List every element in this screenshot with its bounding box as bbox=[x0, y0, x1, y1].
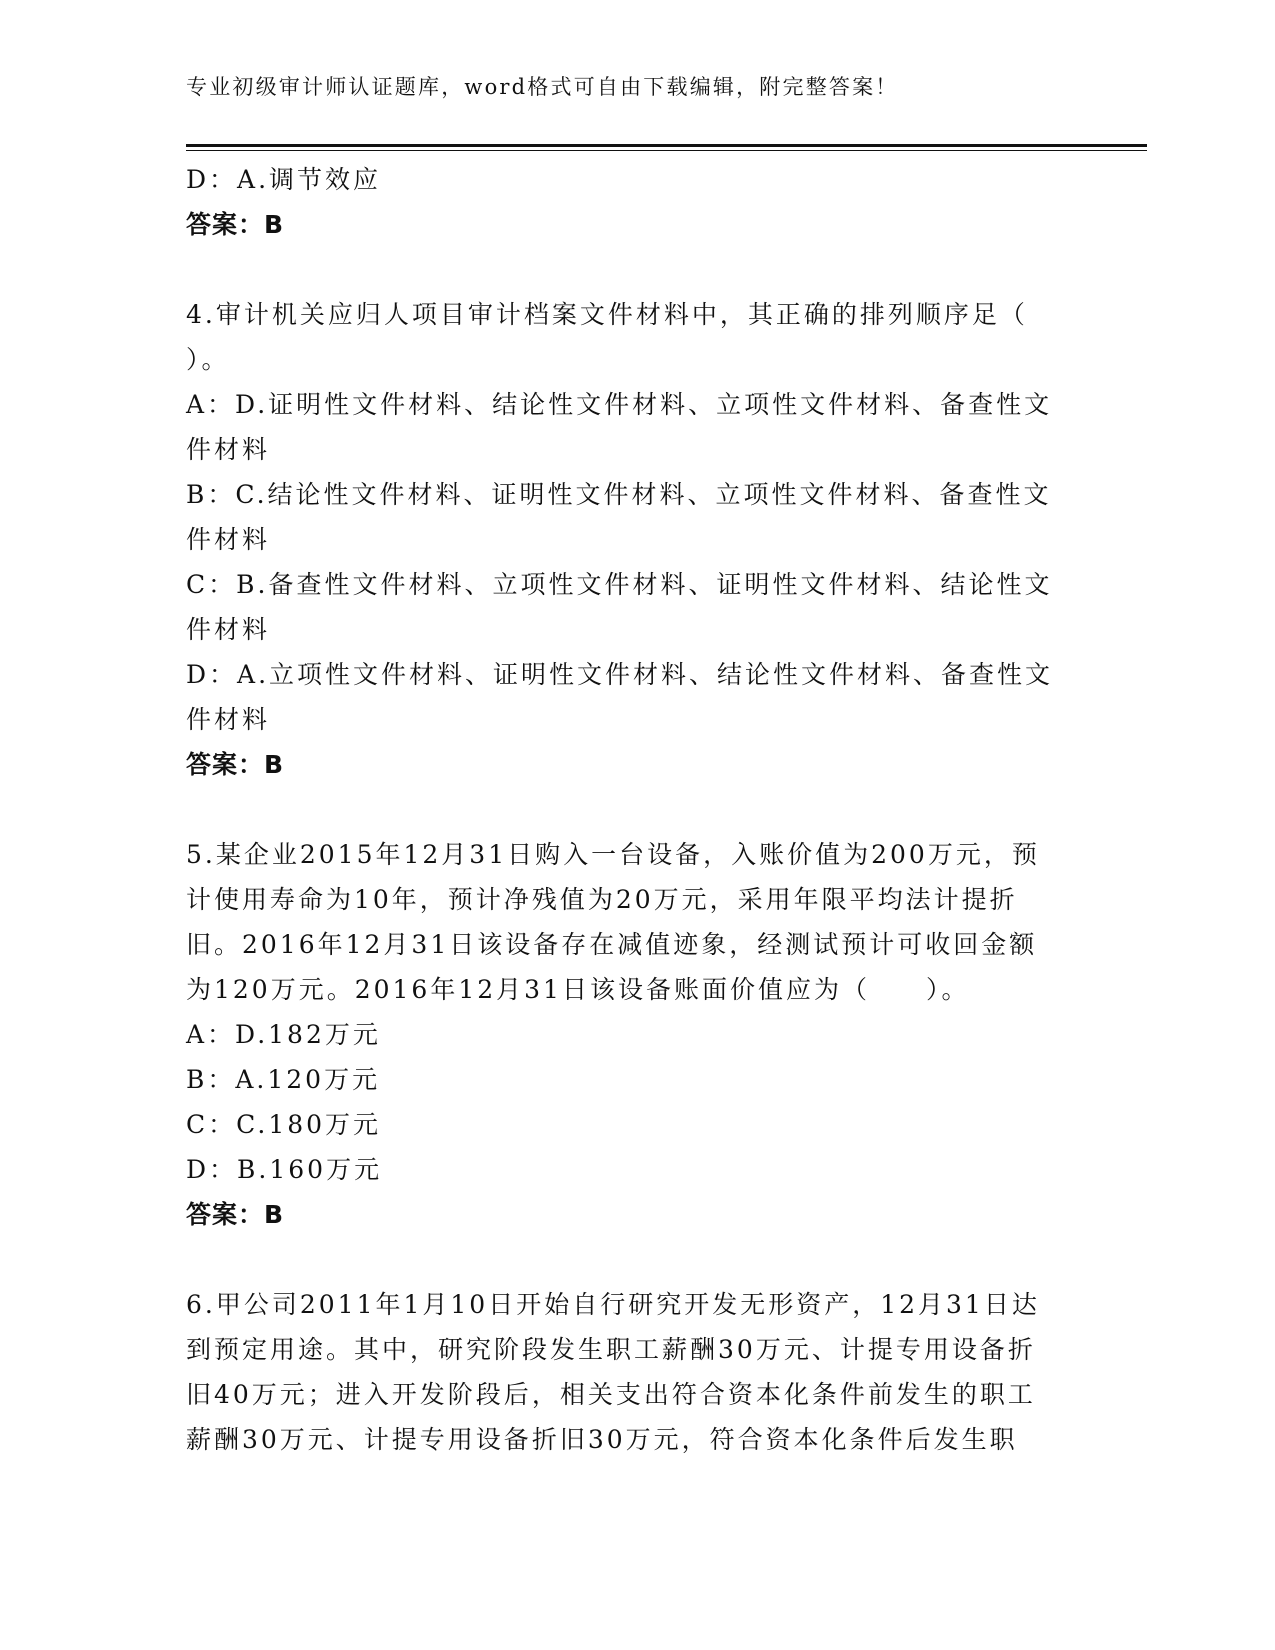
q6-stem-line: 薪酬30万元、计提专用设备折旧30万元，符合资本化条件后发生职 bbox=[186, 1425, 1018, 1454]
q4-option-c: C：B.备查性文件材料、立项性文件材料、证明性文件材料、结论性文 bbox=[186, 570, 1053, 599]
question-6 bbox=[186, 1282, 1066, 1462]
q4-option-d-cont: 件材料 bbox=[186, 705, 271, 734]
spacer bbox=[186, 247, 1066, 292]
q5-stem-line: 旧。2016年12月31日该设备存在减值迹象，经测试预计可收回金额 bbox=[186, 930, 1038, 959]
question-4 bbox=[186, 292, 1066, 787]
q5-option-d: D：B.160万元 bbox=[186, 1155, 383, 1184]
spacer bbox=[186, 787, 1066, 832]
q5-option-b: B：A.120万元 bbox=[186, 1065, 381, 1094]
q5-option-a: A：D.182万元 bbox=[186, 1020, 381, 1049]
spacer bbox=[186, 1237, 1066, 1282]
q5-stem-line: 计使用寿命为10年，预计净残值为20万元，采用年限平均法计提折 bbox=[186, 885, 1018, 914]
q5-stem-line: 为120万元。2016年12月31日该设备账面价值应为（ ）。 bbox=[186, 975, 970, 1004]
q4-option-d: D：A.立项性文件材料、证明性文件材料、结论性文件材料、备查性文 bbox=[186, 660, 1054, 689]
q4-answer: 答案：B bbox=[186, 750, 285, 779]
document-body bbox=[186, 157, 1066, 1462]
q4-option-b: B：C.结论性文件材料、证明性文件材料、立项性文件材料、备查性文 bbox=[186, 480, 1052, 509]
question-5 bbox=[186, 832, 1066, 1237]
q4-option-a-cont: 件材料 bbox=[186, 435, 271, 464]
q5-stem-line: 5.某企业2015年12月31日购入一台设备，入账价值为200万元，预 bbox=[186, 840, 1040, 869]
q6-stem-line: 到预定用途。其中，研究阶段发生职工薪酬30万元、计提专用设备折 bbox=[186, 1335, 1036, 1364]
q4-stem-line: 4.审计机关应归人项目审计档案文件材料中，其正确的排列顺序足（ bbox=[186, 300, 1028, 329]
header-rule-thin bbox=[186, 150, 1147, 151]
page-header: 专业初级审计师认证题库，word格式可自由下载编辑，附完整答案！ bbox=[186, 75, 899, 99]
q5-option-c: C：C.180万元 bbox=[186, 1110, 382, 1139]
q4-option-b-cont: 件材料 bbox=[186, 525, 271, 554]
header-rule-thick bbox=[186, 144, 1147, 147]
q6-stem-line: 6.甲公司2011年1月10日开始自行研究开发无形资产，12月31日达 bbox=[186, 1290, 1040, 1319]
q5-answer: 答案：B bbox=[186, 1200, 285, 1229]
q4-option-c-cont: 件材料 bbox=[186, 615, 271, 644]
q4-stem-line: ）。 bbox=[186, 345, 230, 374]
prev-answer: 答案：B bbox=[186, 210, 285, 239]
q4-option-a: A：D.证明性文件材料、结论性文件材料、立项性文件材料、备查性文 bbox=[186, 390, 1053, 419]
q6-stem-line: 旧40万元；进入开发阶段后，相关支出符合资本化条件前发生的职工 bbox=[186, 1380, 1036, 1409]
prev-option-d: D：A.调节效应 bbox=[186, 165, 382, 194]
